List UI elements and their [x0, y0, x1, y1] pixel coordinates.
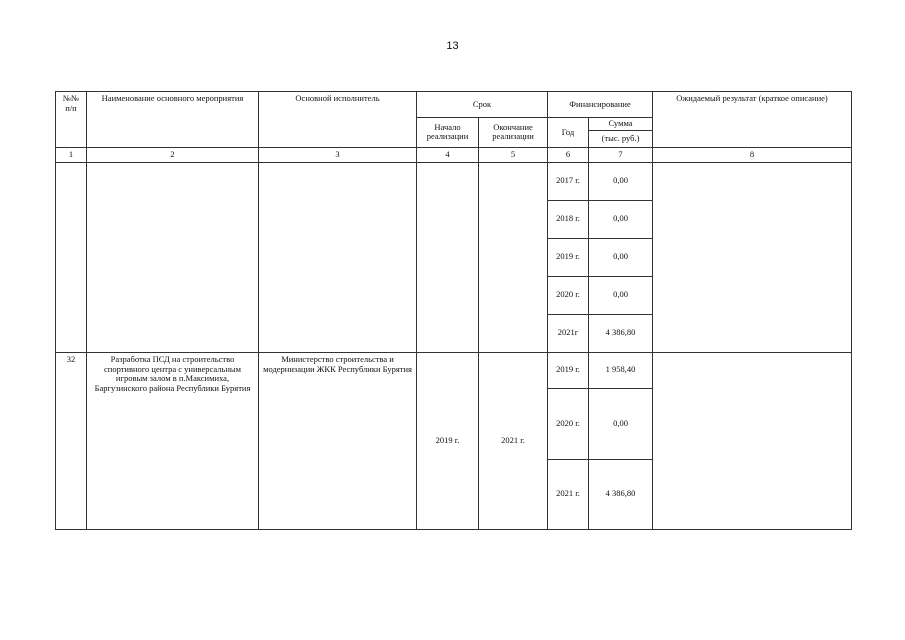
column-number: 4 [417, 147, 479, 162]
header-name: Наименование основного мероприятия [87, 92, 259, 148]
column-number: 3 [259, 147, 417, 162]
cell-year: 2019 г. [548, 238, 589, 276]
cell-name-empty [87, 162, 259, 352]
header-term: Срок [417, 92, 548, 118]
cell-start: 2019 г. [417, 352, 479, 529]
cell-year: 2018 г. [548, 200, 589, 238]
cell-year: 2020 г. [548, 388, 589, 459]
cell-sum: 4 386,80 [589, 459, 653, 529]
cell-sum: 0,00 [589, 276, 653, 314]
cell-sum: 0,00 [589, 238, 653, 276]
cell-sum: 0,00 [589, 200, 653, 238]
cell-executor: Министерство строительства и модернизации ЖКК Республики Бурятия [259, 352, 417, 529]
column-number: 1 [56, 147, 87, 162]
cell-year: 2021 г. [548, 459, 589, 529]
cell-end-empty [479, 162, 548, 352]
cell-sum: 0,00 [589, 162, 653, 200]
column-number: 6 [548, 147, 589, 162]
table-row [56, 162, 852, 200]
column-number: 2 [87, 147, 259, 162]
header-financing: Финансирование [548, 92, 653, 118]
cell-year: 2019 г. [548, 352, 589, 388]
header-num: №№ п/п [56, 92, 87, 148]
header-term-end: Окончание реализации [479, 118, 548, 148]
cell-num-empty [56, 162, 87, 352]
cell-num: 32 [56, 352, 87, 529]
cell-year: 2017 г. [548, 162, 589, 200]
header-executor: Основной исполнитель [259, 92, 417, 148]
cell-sum: 4 386,80 [589, 314, 653, 352]
activities-table [55, 91, 852, 530]
cell-sum: 0,00 [589, 388, 653, 459]
cell-start-empty [417, 162, 479, 352]
column-number: 8 [653, 147, 852, 162]
cell-sum: 1 958,40 [589, 352, 653, 388]
cell-name: Разработка ПСД на строительство спортивного центра с универсальным игровым залом в п.Максимиха, Баргузинского района Республики Бурятия [87, 352, 259, 529]
column-numbers-row [56, 147, 852, 162]
header-year: Год [548, 118, 589, 148]
table-row [56, 352, 852, 388]
cell-year: 2020 г. [548, 276, 589, 314]
header-sum-unit: (тыс. руб.) [589, 130, 653, 147]
column-number: 7 [589, 147, 653, 162]
cell-end: 2021 г. [479, 352, 548, 529]
cell-year: 2021г [548, 314, 589, 352]
page-number: 13 [446, 40, 459, 52]
header-term-start: Начало реализации [417, 118, 479, 148]
header-row-1 [56, 92, 852, 118]
column-number: 5 [479, 147, 548, 162]
cell-executor-empty [259, 162, 417, 352]
cell-result [653, 352, 852, 529]
header-result: Ожидаемый результат (краткое описание) [653, 92, 852, 148]
cell-result-empty [653, 162, 852, 352]
header-sum: Сумма [589, 118, 653, 131]
